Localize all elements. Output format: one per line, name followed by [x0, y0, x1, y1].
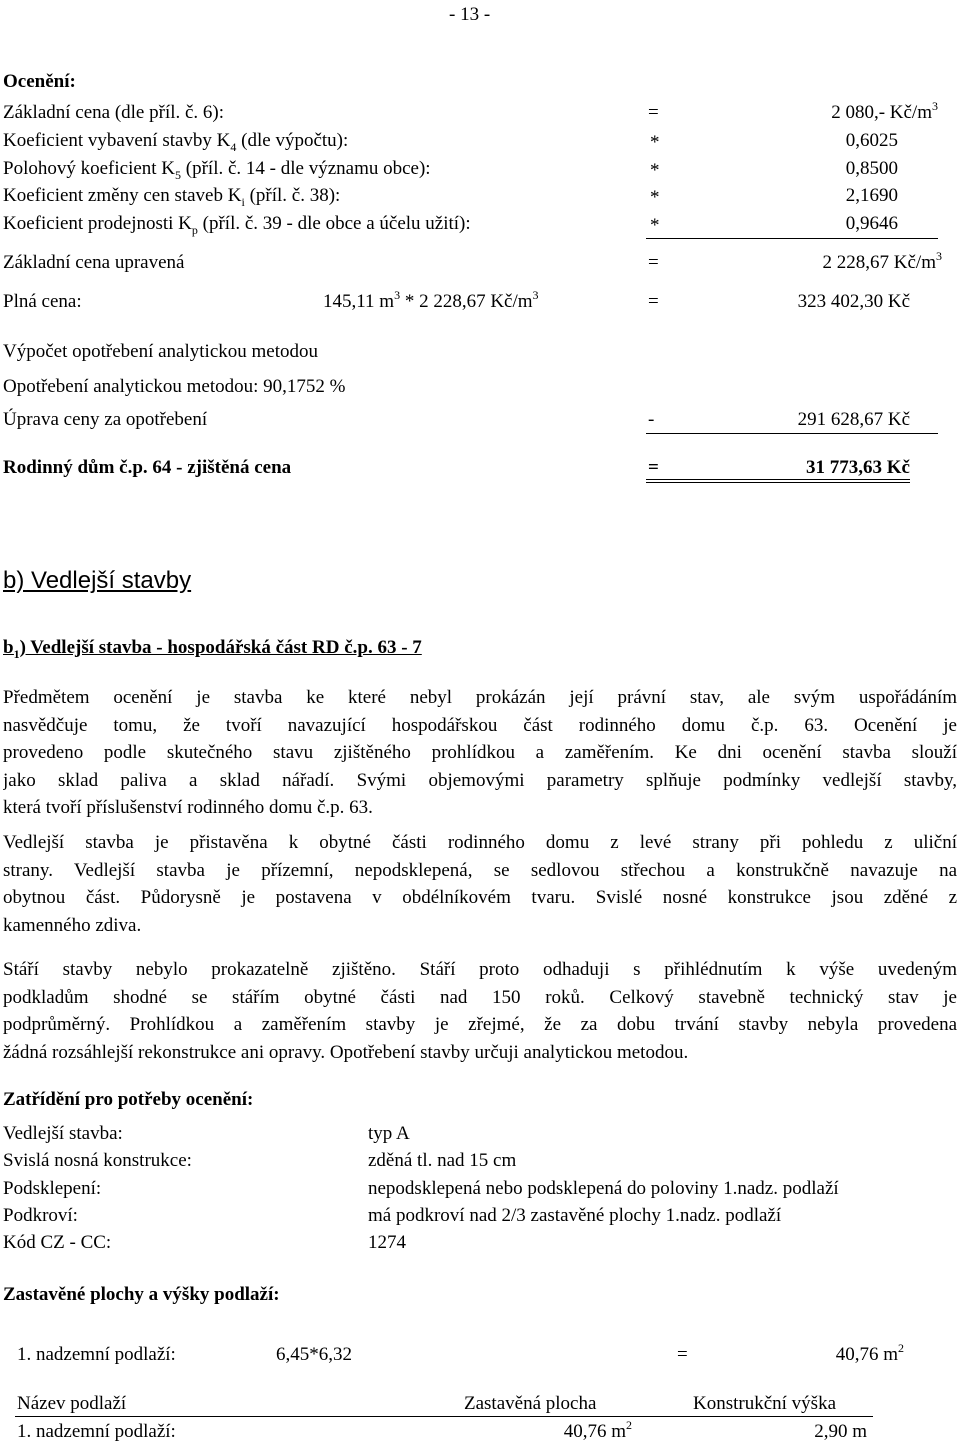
valuation-row-text: (dle výpočtu):: [236, 130, 349, 151]
valuation-row-label: [3, 157, 431, 182]
paragraph-line: obytnou část. Půdorysně je postavena v obdélníkovém tvaru. Svislé nosné konstrukce jsou zděné z: [3, 887, 957, 908]
result-underline: [646, 479, 910, 480]
valuation-row-label: [3, 212, 471, 237]
classification-label: Svislá nosná konstrukce:: [3, 1150, 192, 1171]
table-cell-name: 1. nadzemní podlaží:: [17, 1421, 176, 1442]
valuation-row-value: 0,9646: [845, 213, 898, 234]
section-b-heading: b) Vedlejší stavby: [3, 567, 192, 594]
paragraph-line: která tvoří příslušenství rodinného domu č.p. 63.: [3, 797, 373, 818]
paragraph-line: podkladům shodné se stářím obytné části nad 150 roků. Celkový stavebně technický stav je: [3, 986, 957, 1008]
valuation-row-value: 0,6025: [845, 130, 898, 151]
valuation-row-sub: i: [241, 195, 245, 209]
valuation-row-value: 2,1690: [845, 185, 898, 206]
paragraph-line: podprůměrný. Prohlídkou a zaměřením stavby je zřejmé, že za dobu trvání stavby nebyla provedena: [3, 1014, 957, 1035]
result-underline: [646, 482, 910, 483]
classification-label: Kód CZ - CC:: [3, 1232, 112, 1253]
result-value: 31 773,63 Kč: [806, 457, 910, 478]
full-price-sup: 3: [532, 288, 539, 302]
classification-value: 1274: [368, 1232, 406, 1253]
wear-adjustment-value: 291 628,67 Kč: [797, 409, 910, 430]
table-cell-area-sup: 2: [626, 1418, 632, 1432]
full-price-volume: 145,11 m: [323, 291, 395, 312]
wear-adjustment-op: -: [648, 409, 655, 430]
full-price-sup: 3: [394, 288, 401, 302]
valuation-row-text: (příl. č. 38):: [244, 185, 341, 206]
valuation-row-text: (příl. č. 39 - dle obce a účelu užití):: [197, 213, 471, 234]
valuation-row-label: [3, 184, 340, 209]
result-divider: [646, 433, 938, 434]
valuation-row-op: *: [650, 215, 660, 236]
classification-value: má podkroví nad 2/3 zastavěné plochy 1.nadz. podlaží: [368, 1205, 782, 1226]
valuation-row-value: [831, 101, 938, 125]
paragraph-construction: [3, 829, 957, 939]
classification-label: Podkroví:: [3, 1205, 78, 1226]
wear-line: Opotřebení analytickou metodou: 90,1752 %: [3, 376, 346, 397]
adjusted-price-op: =: [648, 252, 659, 273]
full-price-label: Plná cena:: [3, 291, 82, 312]
area-calc-value: [836, 1343, 904, 1367]
paragraph-line: žádná rozsáhlejší rekonstrukce ani opravy. Opotřebení stavby určuji analytickou metodou.: [3, 1041, 689, 1063]
table-cell-height: 2,90 m: [814, 1421, 867, 1442]
sum-divider: [646, 238, 938, 239]
classification-value: nepodsklepená nebo podsklepená do poloviny 1.nadz. podlaží: [368, 1178, 839, 1199]
classification-value: zděná tl. nad 15 cm: [368, 1150, 517, 1171]
valuation-row-op: =: [648, 102, 659, 123]
valuation-row-text: Koeficient změny cen staveb K: [3, 185, 242, 206]
valuation-row-sub: 5: [175, 168, 182, 182]
paragraph-line: Předmětem ocenění je stavba ke které nebyl prokázán její právní stav, ale svým uspořádáním: [3, 687, 957, 708]
table-header-name: Název podlaží: [17, 1393, 127, 1414]
section-b1-heading: [3, 636, 422, 661]
wear-adjustment-label: Úprava ceny za opotřebení: [3, 409, 208, 430]
section-b1-heading-text: ) Vedlejší stavba - hospodářská část RD č.p. 63 - 7: [19, 637, 422, 658]
paragraph-legal-status: [3, 684, 957, 822]
valuation-row-sub: 4: [230, 140, 237, 154]
full-price-unit-price: * 2 228,67 Kč/m: [400, 291, 533, 312]
paragraph-line: provedeno podle skutečného stavu zjištěného prohlídkou a zaměřením. Ke dni ocenění stavba slouží: [3, 742, 957, 763]
paragraph-line: nasvědčuje tomu, že tvoří navazující hospodářskou část rodinného domu č.p. 63. Ocenění je: [3, 714, 957, 736]
area-calc-value-text: 40,76 m: [835, 1344, 898, 1365]
full-price-op: =: [648, 291, 659, 312]
area-calc-label: 1. nadzemní podlaží:: [17, 1344, 176, 1365]
table-header-divider: [15, 1416, 873, 1417]
classification-label: Podsklepení:: [3, 1178, 102, 1199]
result-op: =: [648, 457, 659, 478]
valuation-row-op: *: [650, 187, 660, 208]
areas-heading: Zastavěné plochy a výšky podlaží:: [3, 1284, 280, 1305]
area-calc-expression: 6,45*6,32: [276, 1344, 352, 1365]
wear-heading: Výpočet opotřebení analytickou metodou: [3, 341, 318, 362]
paragraph-line: jako sklad paliva a sklad nářadí. Svými objemovými parametry splňuje podmínky vedlejší stavby,: [3, 769, 957, 791]
valuation-row-label: [3, 101, 224, 125]
valuation-row-op: *: [650, 132, 660, 153]
valuation-row-sup: 3: [932, 99, 938, 113]
paragraph-age: [3, 956, 957, 1066]
classification-heading: Zatřídění pro potřeby ocenění:: [3, 1089, 254, 1110]
paragraph-line: Stáří stavby nebylo prokazatelně zjištěno. Stáří proto odhaduji s přihlédnutím k výše uvedeným: [3, 959, 957, 980]
valuation-row-text: Polohový koeficient K: [3, 158, 176, 179]
adjusted-price-label: Základní cena upravená: [3, 252, 185, 273]
paragraph-line: Vedlejší stavba je přistavěna k obytné části rodinného domu z levé strany při pohledu z uliční: [3, 832, 957, 853]
paragraph-line: strany. Vedlejší stavba je přízemní, nepodsklepená, se sedlovou střechou a konstrukčně navazuje na: [3, 859, 957, 881]
valuation-row-label: [3, 129, 348, 154]
table-cell-area-text: 40,76 m: [563, 1421, 626, 1442]
valuation-row-text: Koeficient prodejnosti K: [3, 213, 192, 234]
valuation-row-text: (příl. č. 14 - dle významu obce):: [181, 158, 431, 179]
classification-value: typ A: [368, 1123, 410, 1144]
section-b1-heading-prefix: b: [3, 637, 14, 658]
valuation-row-value-text: 2 080,- Kč/m: [831, 102, 932, 123]
section-b1-heading-sub: 1: [13, 647, 20, 661]
valuation-row-text: Základní cena (dle příl. č. 6):: [3, 102, 225, 123]
adjusted-price-sup: 3: [936, 249, 942, 263]
full-price-calc: [323, 290, 539, 314]
adjusted-price-value: [823, 251, 942, 275]
paragraph-line: kamenného zdiva.: [3, 914, 142, 936]
page-number: - 13 -: [449, 4, 491, 25]
table-header-area: Zastavěná plocha: [464, 1393, 597, 1414]
classification-label: Vedlejší stavba:: [3, 1123, 123, 1144]
full-price-value: 323 402,30 Kč: [797, 291, 910, 312]
area-calc-sup: 2: [898, 1341, 904, 1355]
result-label: Rodinný dům č.p. 64 - zjištěná cena: [3, 457, 292, 478]
adjusted-price-value-text: 2 228,67 Kč/m: [822, 252, 936, 273]
area-calc-op: =: [677, 1344, 688, 1365]
valuation-row-text: Koeficient vybavení stavby K: [3, 130, 231, 151]
table-header-height: Konstrukční výška: [693, 1393, 837, 1414]
valuation-row-sub: p: [191, 223, 198, 237]
table-cell-area: [564, 1420, 632, 1444]
valuation-heading: Ocenění:: [3, 71, 76, 92]
valuation-row-value: 0,8500: [845, 158, 898, 179]
valuation-row-op: *: [650, 160, 660, 181]
